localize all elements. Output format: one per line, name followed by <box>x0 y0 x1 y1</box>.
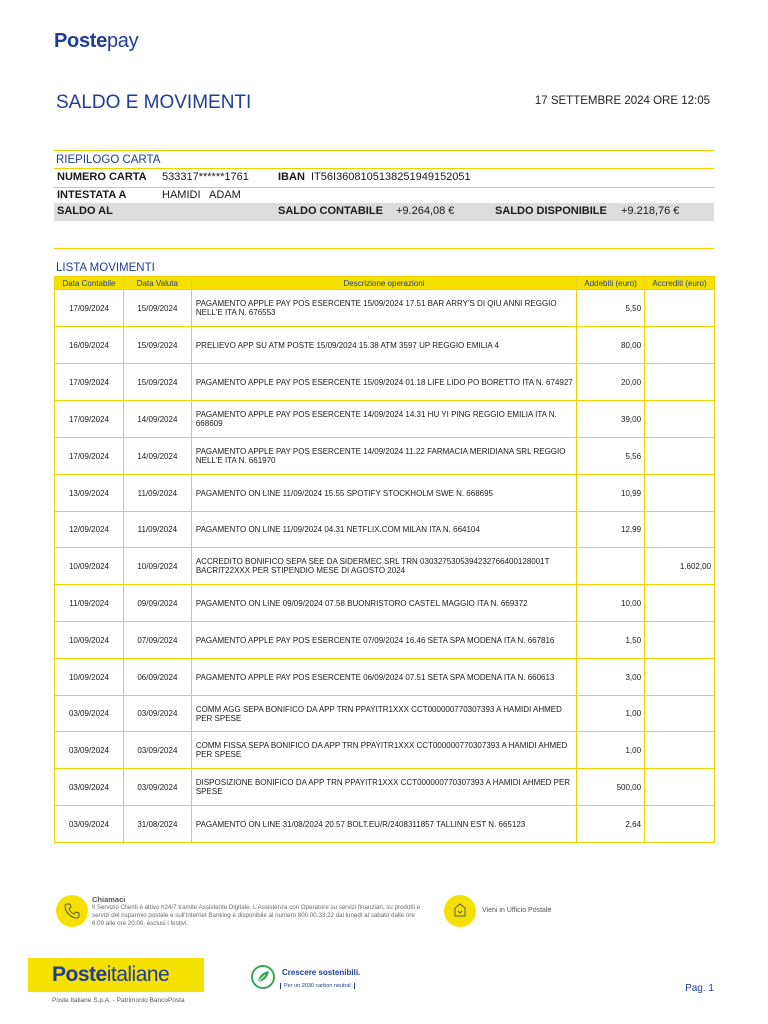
accounting-date-cell: 03/09/2024 <box>55 696 124 732</box>
page-number: Pag. 1 <box>685 983 714 994</box>
credit-cell <box>645 659 715 696</box>
brand-bold: Poste <box>52 963 107 986</box>
value-date-cell: 14/09/2024 <box>123 401 191 438</box>
call-title: Chiamaci <box>92 895 126 904</box>
debit-cell: 12,99 <box>577 512 645 548</box>
logo-bold: Poste <box>54 30 107 52</box>
credit-cell <box>645 438 715 475</box>
accounting-date-cell: 13/09/2024 <box>55 475 124 512</box>
description-cell: COMM AGG SEPA BONIFICO DA APP TRN PPAYITR1XXX CCT000000770307393 A HAMIDI AHMED PER SPESE <box>191 696 576 732</box>
value-date-cell: 03/09/2024 <box>123 696 191 732</box>
debit-cell: 39,00 <box>577 401 645 438</box>
credit-cell <box>645 769 715 806</box>
credit-cell <box>645 364 715 401</box>
accounting-date-cell: 03/09/2024 <box>55 732 124 769</box>
table-row <box>55 659 715 696</box>
debit-cell: 5,50 <box>577 290 645 327</box>
logo-rest: pay <box>106 30 139 52</box>
post-office-text: Vieni in Ufficio Postale <box>482 907 552 914</box>
description-cell: PAGAMENTO ON LINE 31/08/2024 20.57 BOLT.EU/R/2408311857 TALLINN EST N. 665123 <box>191 806 576 843</box>
page-title: SALDO E MOVIMENTI <box>56 92 252 113</box>
description-cell: PRELIEVO APP SU ATM POSTE 15/09/2024 15.38 ATM 3597 UP REGGIO EMILIA 4 <box>191 327 576 364</box>
col-header-credit: Accrediti (euro) <box>645 277 715 290</box>
table-row <box>55 585 715 622</box>
table-row <box>55 512 715 548</box>
card-number-label: NUMERO CARTA <box>57 171 147 183</box>
credit-cell <box>645 732 715 769</box>
description-cell: PAGAMENTO ON LINE 11/09/2024 15.55 SPOTIFY STOCKHOLM SWE N. 668695 <box>191 475 576 512</box>
value-date-cell: 06/09/2024 <box>123 659 191 696</box>
accounting-date-cell: 17/09/2024 <box>55 438 124 475</box>
description-cell: PAGAMENTO APPLE PAY POS ESERCENTE 07/09/2024 16.46 SETA SPA MODENA ITA N. 667816 <box>191 622 576 659</box>
col-header-value-date: Data Valuta <box>123 277 191 290</box>
table-row <box>55 769 715 806</box>
col-header-description: Descrizione operazioni <box>191 277 576 290</box>
debit-cell: 1,00 <box>577 732 645 769</box>
credit-cell <box>645 585 715 622</box>
accounting-date-cell: 17/09/2024 <box>55 290 124 327</box>
accounting-date-cell: 10/09/2024 <box>55 548 124 585</box>
accounting-date-cell: 11/09/2024 <box>55 585 124 622</box>
description-cell: PAGAMENTO ON LINE 09/09/2024 07.58 BUONRISTORO CASTEL MAGGIO ITA N. 669372 <box>191 585 576 622</box>
credit-cell <box>645 696 715 732</box>
debit-cell: 500,00 <box>577 769 645 806</box>
movements-table <box>54 276 715 843</box>
table-row <box>55 438 715 475</box>
divider <box>54 248 714 249</box>
value-date-cell: 15/09/2024 <box>123 364 191 401</box>
accounting-date-cell: 10/09/2024 <box>55 659 124 696</box>
postepay-logo <box>54 30 138 53</box>
value-date-cell: 15/09/2024 <box>123 327 191 364</box>
table-row <box>55 806 715 843</box>
credit-cell <box>645 327 715 364</box>
description-cell: COMM FISSA SEPA BONIFICO DA APP TRN PPAYITR1XXX CCT000000770307393 A HAMIDI AHMED PER SPESE <box>191 732 576 769</box>
value-date-cell: 10/09/2024 <box>123 548 191 585</box>
value-date-cell: 03/09/2024 <box>123 769 191 806</box>
post-office-icon <box>444 895 476 927</box>
value-date-cell: 11/09/2024 <box>123 475 191 512</box>
description-cell: PAGAMENTO ON LINE 11/09/2024 04.31 NETFLIX.COM MILAN ITA N. 664104 <box>191 512 576 548</box>
table-row <box>55 364 715 401</box>
accounting-date-cell: 10/09/2024 <box>55 622 124 659</box>
accounting-date-cell: 17/09/2024 <box>55 364 124 401</box>
debit-cell: 3,00 <box>577 659 645 696</box>
value-date-cell: 09/09/2024 <box>123 585 191 622</box>
debit-cell: 1,50 <box>577 622 645 659</box>
col-header-accounting-date: Data Contabile <box>55 277 124 290</box>
divider <box>54 150 714 151</box>
description-cell: PAGAMENTO APPLE PAY POS ESERCENTE 14/09/2024 11.22 FARMACIA MERIDIANA SRL REGGIO NELL'E ITA N. 661970 <box>191 438 576 475</box>
brand-rest: italiane <box>106 963 170 986</box>
accounting-date-cell: 16/09/2024 <box>55 327 124 364</box>
holder-label: INTESTATA A <box>57 189 127 201</box>
brand-subtitle: Poste Italiane S.p.A. - Patrimonio BancoPosta <box>52 997 185 1004</box>
sustainability-title: Crescere sostenibili. <box>282 968 361 977</box>
table-row <box>55 327 715 364</box>
movements-body <box>55 290 715 843</box>
debit-cell: 5,56 <box>577 438 645 475</box>
description-cell: ACCREDITO BONIFICO SEPA SEE DA SIDERMEC SRL TRN 0303275305394232766400128001T BACRIT22XXX PER STIPENDIO MESE DI AGOSTO 2024 <box>191 548 576 585</box>
credit-cell <box>645 512 715 548</box>
summary-title: RIEPILOGO CARTA <box>56 154 161 166</box>
available-balance-label: SALDO DISPONIBILE <box>495 205 607 217</box>
description-cell: PAGAMENTO APPLE PAY POS ESERCENTE 06/09/2024 07.51 SETA SPA MODENA ITA N. 660613 <box>191 659 576 696</box>
table-row <box>55 696 715 732</box>
accounting-date-cell: 03/09/2024 <box>55 806 124 843</box>
credit-cell <box>645 806 715 843</box>
credit-cell <box>645 290 715 327</box>
balance-label: SALDO AL <box>57 205 113 217</box>
credit-cell <box>645 475 715 512</box>
phone-icon <box>56 895 88 927</box>
accounting-date-cell: 17/09/2024 <box>55 401 124 438</box>
value-date-cell: 03/09/2024 <box>123 732 191 769</box>
value-date-cell: 14/09/2024 <box>123 438 191 475</box>
description-cell: PAGAMENTO APPLE PAY POS ESERCENTE 15/09/2024 01.18 LIFE LIDO PO BORETTO ITA N. 674927 <box>191 364 576 401</box>
table-row <box>55 548 715 585</box>
debit-cell: 2,64 <box>577 806 645 843</box>
credit-cell <box>645 622 715 659</box>
call-text: Il Servizio Clienti è attivo h24/7 tramite Assistente Digitale. L'Assistenza con Operatore su servizi finanziari, su prodotti e servizi del risparmio postale e sull'Internet Banking è disponibile al numero 800.00.33.22 dal lunedì al sabato dalle ore 8:00 alle ore 20:00, esclusi i festivi. <box>92 904 421 927</box>
movements-title: LISTA MOVIMENTI <box>56 262 155 274</box>
description-cell: PAGAMENTO APPLE PAY POS ESERCENTE 15/09/2024 17.51 BAR ARRY'S DI QIU ANNI REGGIO NELL'E ITA N. 676553 <box>191 290 576 327</box>
posteitaliane-logo <box>28 958 204 992</box>
accounting-balance-value: +9.264,08 € <box>396 205 455 217</box>
table-row <box>55 290 715 327</box>
accounting-balance-label: SALDO CONTABILE <box>278 205 383 217</box>
table-row <box>55 401 715 438</box>
debit-cell <box>577 548 645 585</box>
description-cell: DISPOSIZIONE BONIFICO DA APP TRN PPAYITR1XXX CCT000000770307393 A HAMIDI AHMED PER SPESE <box>191 769 576 806</box>
sustainability-badge <box>248 962 368 998</box>
sustainability-subtitle: Per un 2030 carbon neutral <box>280 983 355 989</box>
debit-cell: 10,99 <box>577 475 645 512</box>
iban-label: IBAN <box>278 171 305 183</box>
statement-date: 17 SETTEMBRE 2024 ORE 12:05 <box>534 95 710 107</box>
credit-cell: 1.602,00 <box>645 548 715 585</box>
description-cell: PAGAMENTO APPLE PAY POS ESERCENTE 14/09/2024 14.31 HU YI PING REGGIO EMILIA ITA N. 668609 <box>191 401 576 438</box>
value-date-cell: 31/08/2024 <box>123 806 191 843</box>
table-header-row <box>55 277 715 290</box>
accounting-date-cell: 12/09/2024 <box>55 512 124 548</box>
debit-cell: 10,00 <box>577 585 645 622</box>
debit-cell: 80,00 <box>577 327 645 364</box>
summary-row-card <box>54 169 714 187</box>
value-date-cell: 15/09/2024 <box>123 290 191 327</box>
table-row <box>55 732 715 769</box>
debit-cell: 1,00 <box>577 696 645 732</box>
value-date-cell: 07/09/2024 <box>123 622 191 659</box>
card-number-value: 533317******1761 <box>162 171 249 183</box>
table-row <box>55 622 715 659</box>
credit-cell <box>645 401 715 438</box>
available-balance-value: +9.218,76 € <box>621 205 680 217</box>
value-date-cell: 11/09/2024 <box>123 512 191 548</box>
table-row <box>55 475 715 512</box>
summary-row-balance <box>54 203 714 221</box>
sustainability-leaf-icon <box>250 964 276 990</box>
debit-cell: 20,00 <box>577 364 645 401</box>
col-header-debit: Addebiti (euro) <box>577 277 645 290</box>
accounting-date-cell: 03/09/2024 <box>55 769 124 806</box>
iban-value: IT56I3608105138251949152051 <box>311 171 471 183</box>
holder-value: HAMIDI ADAM <box>162 189 241 201</box>
